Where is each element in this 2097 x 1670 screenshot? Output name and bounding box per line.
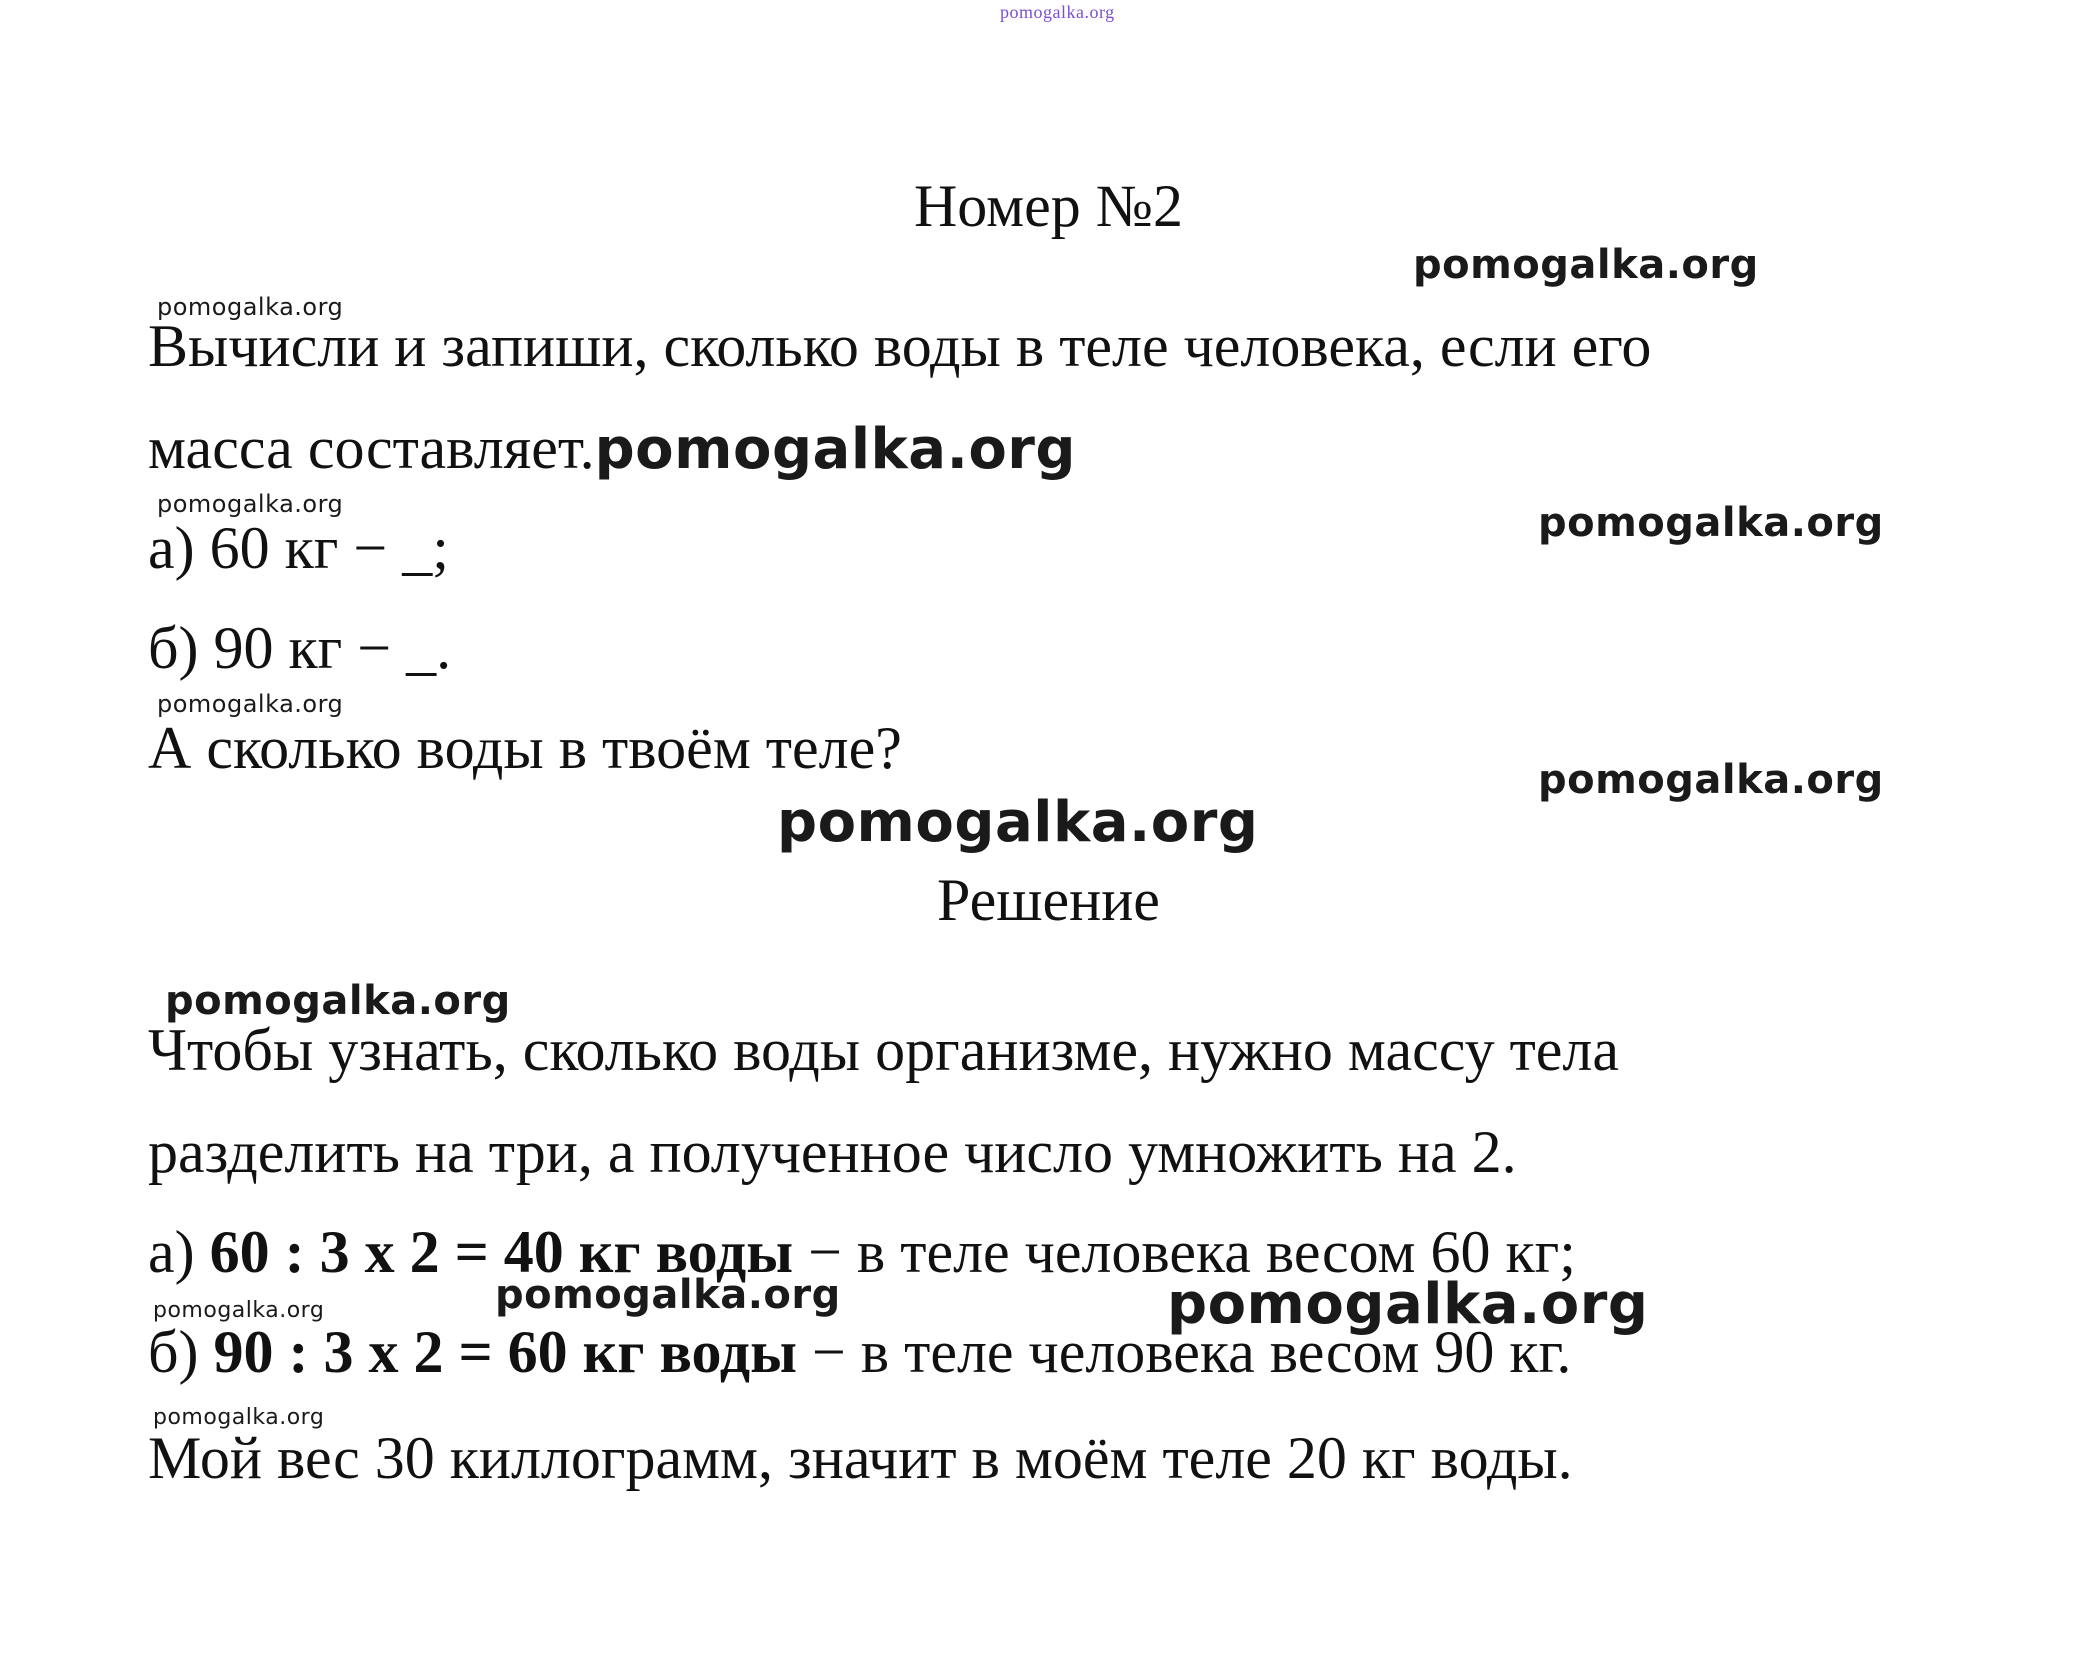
solution-item-b-formula: 90 : 3 х 2 = 60 кг воды <box>213 1319 797 1385</box>
solution-item-b <box>148 1319 1572 1385</box>
watermark: pomogalka.org <box>495 1272 841 1318</box>
task-line-2 <box>148 415 1077 482</box>
watermark: pomogalka.org <box>1167 1272 1649 1337</box>
task-item-b: б) 90 кг − _. <box>148 615 452 681</box>
watermark: pomogalka.org <box>153 1298 325 1323</box>
task-question: А сколько воды в твоём теле? <box>148 715 902 781</box>
solution-conclusion: Мой вес 30 киллограмм, значит в моём теле 20 кг воды. <box>148 1425 1573 1491</box>
page-title: Номер №2 <box>913 173 1184 239</box>
watermark: pomogalka.org <box>165 978 511 1024</box>
watermark: pomogalka.org <box>1413 242 1759 288</box>
solution-item-a-prefix: а) <box>148 1219 210 1285</box>
solution-item-a <box>148 1219 1576 1285</box>
watermark: pomogalka.org <box>777 790 1259 855</box>
solution-item-a-formula: 60 : 3 х 2 = 40 кг воды <box>209 1219 794 1285</box>
task-line-1: Вычисли и запиши, сколько воды в теле человека, если его <box>148 313 1652 379</box>
watermark: pomogalka.org <box>153 1405 325 1430</box>
solution-item-a-text: − в теле человека весом 60 кг; <box>793 1219 1576 1285</box>
watermark: pomogalka.org <box>1538 757 1884 803</box>
solution-item-b-text: − в теле человека весом 90 кг. <box>796 1319 1572 1385</box>
solution-line-2: разделить на три, а полученное число умножить на 2. <box>148 1119 1517 1185</box>
watermark: pomogalka.org <box>1538 500 1884 546</box>
solution-heading: Решение <box>937 867 1160 933</box>
solution-item-b-prefix: б) <box>148 1319 214 1385</box>
watermark: pomogalka.org <box>157 490 344 518</box>
watermark: pomogalka.org <box>157 690 344 718</box>
watermark-top: pomogalka.org <box>1000 2 1115 22</box>
watermark: pomogalka.org <box>157 293 344 321</box>
solution-line-1: Чтобы узнать, сколько воды организме, нужно массу тела <box>148 1017 1619 1083</box>
task-item-a: а) 60 кг − _; <box>148 515 449 581</box>
watermark: pomogalka.org <box>594 417 1077 482</box>
task-line-2-text: масса составляет. <box>148 415 595 481</box>
